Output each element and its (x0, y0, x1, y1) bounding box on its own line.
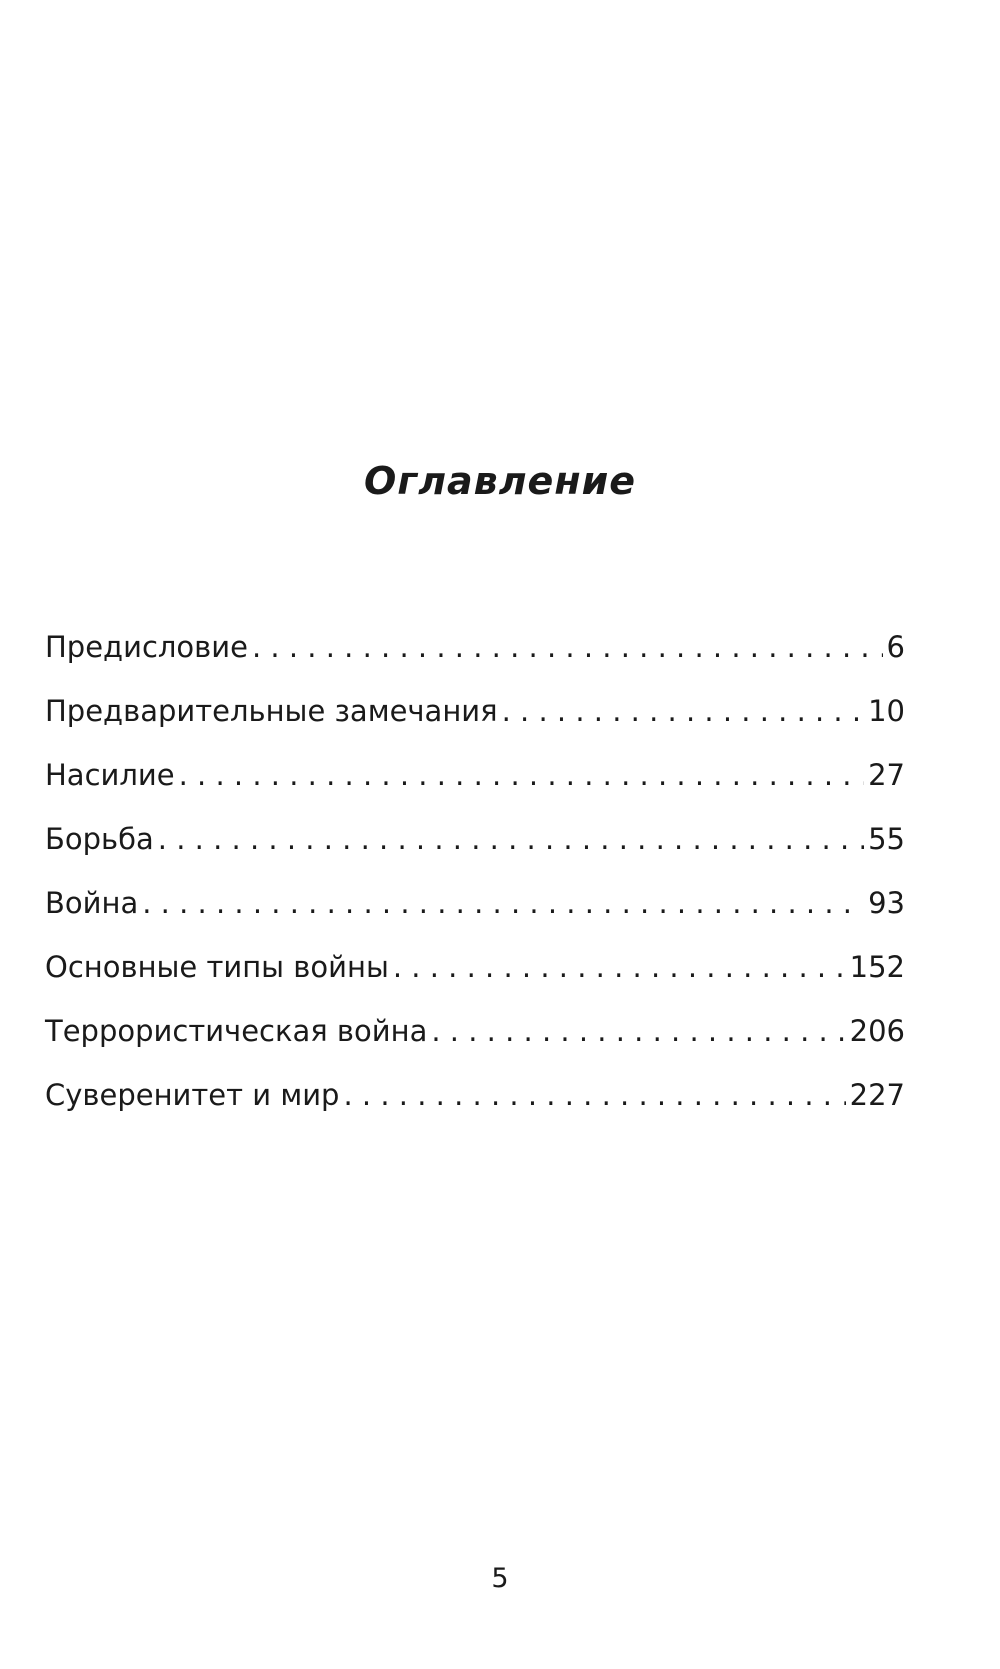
toc-entry-page: 6 (886, 630, 905, 664)
toc-entry (45, 1078, 905, 1142)
toc-entry (45, 886, 905, 950)
toc-entry (45, 630, 905, 694)
toc-entry-page: 27 (868, 758, 905, 792)
toc-entry-page: 93 (868, 886, 905, 920)
toc-entry-page: 10 (868, 694, 905, 728)
toc-entry-title: Суверенитет и мир (45, 1078, 340, 1112)
toc-entry (45, 822, 905, 886)
dot-leader (393, 950, 846, 984)
page-number: 5 (491, 1563, 509, 1594)
toc-entry-title: Насилие (45, 758, 175, 792)
toc-entry-title: Основные типы войны (45, 950, 389, 984)
toc-entry-page: 206 (849, 1014, 905, 1048)
dot-leader (343, 1078, 845, 1112)
toc-entry-title: Борьба (45, 822, 154, 856)
toc-entry-page: 227 (849, 1078, 905, 1112)
toc-entry-title: Террористическая война (45, 1014, 428, 1048)
toc-entry (45, 1014, 905, 1078)
toc-entry-title: Война (45, 886, 139, 920)
toc-entry (45, 950, 905, 1014)
dot-leader (142, 886, 864, 920)
toc-entry-page: 55 (868, 822, 905, 856)
toc-entry-title: Предварительные замечания (45, 694, 498, 728)
dot-leader (179, 758, 865, 792)
dot-leader (431, 1014, 845, 1048)
toc-list (45, 630, 905, 1142)
toc-entry-title: Предисловие (45, 630, 248, 664)
dot-leader (502, 694, 865, 728)
toc-entry-page: 152 (849, 950, 905, 984)
dot-leader (158, 822, 864, 856)
dot-leader (252, 630, 883, 664)
toc-heading: Оглавление (364, 459, 636, 503)
toc-entry (45, 694, 905, 758)
toc-entry (45, 758, 905, 822)
